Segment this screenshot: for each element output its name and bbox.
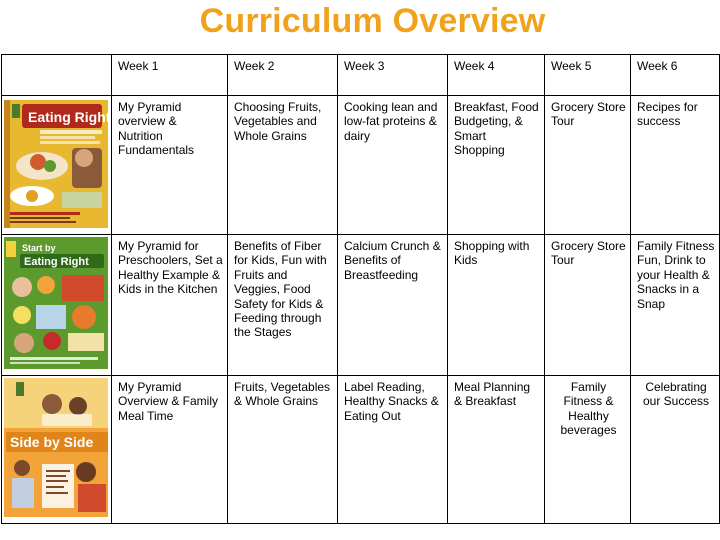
cell-text: Family Fitness & Healthy beverages <box>560 380 617 438</box>
header-week-3: Week 3 <box>338 55 448 96</box>
svg-text:Start by: Start by <box>22 243 56 253</box>
table-cell-centered <box>545 376 631 524</box>
table-cell: My Pyramid Overview & Family Meal Time <box>112 376 228 524</box>
table-cell-centered <box>631 376 720 524</box>
page-title: Curriculum Overview <box>199 2 546 40</box>
header-week-6: Week 6 <box>631 55 720 96</box>
table-row <box>2 235 720 376</box>
table-cell: Meal Planning & Breakfast <box>448 376 545 524</box>
table-cell: Breakfast, Food Budgeting, & Smart Shopping <box>448 96 545 235</box>
header-empty-cell <box>2 55 112 96</box>
table-cell: Family Fitness Fun, Drink to your Health & Snacks in a Snap <box>631 235 720 376</box>
header-week-5: Week 5 <box>545 55 631 96</box>
curriculum-table <box>1 54 720 524</box>
header-week-4: Week 4 <box>448 55 545 96</box>
table-cell: Recipes for success <box>631 96 720 235</box>
svg-text:Eating Right: Eating Right <box>28 109 111 125</box>
table-cell: Label Reading, Healthy Snacks & Eating Out <box>338 376 448 524</box>
start-by-eating-right-cover-image <box>2 235 111 375</box>
table-cell: Choosing Fruits, Vegetables and Whole Grains <box>228 96 338 235</box>
svg-text:Side by Side: Side by Side <box>10 434 94 450</box>
header-week-1: Week 1 <box>112 55 228 96</box>
table-cell: Fruits, Vegetables & Whole Grains <box>228 376 338 524</box>
table-cell: Calcium Crunch & Benefits of Breastfeeding <box>338 235 448 376</box>
table-cell: Grocery Store Tour <box>545 96 631 235</box>
table-cell: Grocery Store Tour <box>545 235 631 376</box>
table-row <box>2 376 720 524</box>
eating-right-cover-image <box>2 96 111 234</box>
side-by-side-cover-image <box>2 376 111 523</box>
cover-cell <box>2 235 112 376</box>
table-cell: Benefits of Fiber for Kids, Fun with Fruits and Veggies, Food Safety for Kids & Feeding through the Stages <box>228 235 338 376</box>
cell-text: Celebrating our Success <box>642 380 710 409</box>
header-week-2: Week 2 <box>228 55 338 96</box>
table-cell: Shopping with Kids <box>448 235 545 376</box>
cover-cell <box>2 376 112 524</box>
svg-text:Eating Right: Eating Right <box>24 256 89 268</box>
table-row <box>2 96 720 235</box>
table-cell: Cooking lean and low-fat proteins & dairy <box>338 96 448 235</box>
cover-cell <box>2 96 112 235</box>
table-cell: My Pyramid for Preschoolers, Set a Healthy Example & Kids in the Kitchen <box>112 235 228 376</box>
table-header-row <box>2 55 720 96</box>
table-cell: My Pyramid overview & Nutrition Fundamentals <box>112 96 228 235</box>
